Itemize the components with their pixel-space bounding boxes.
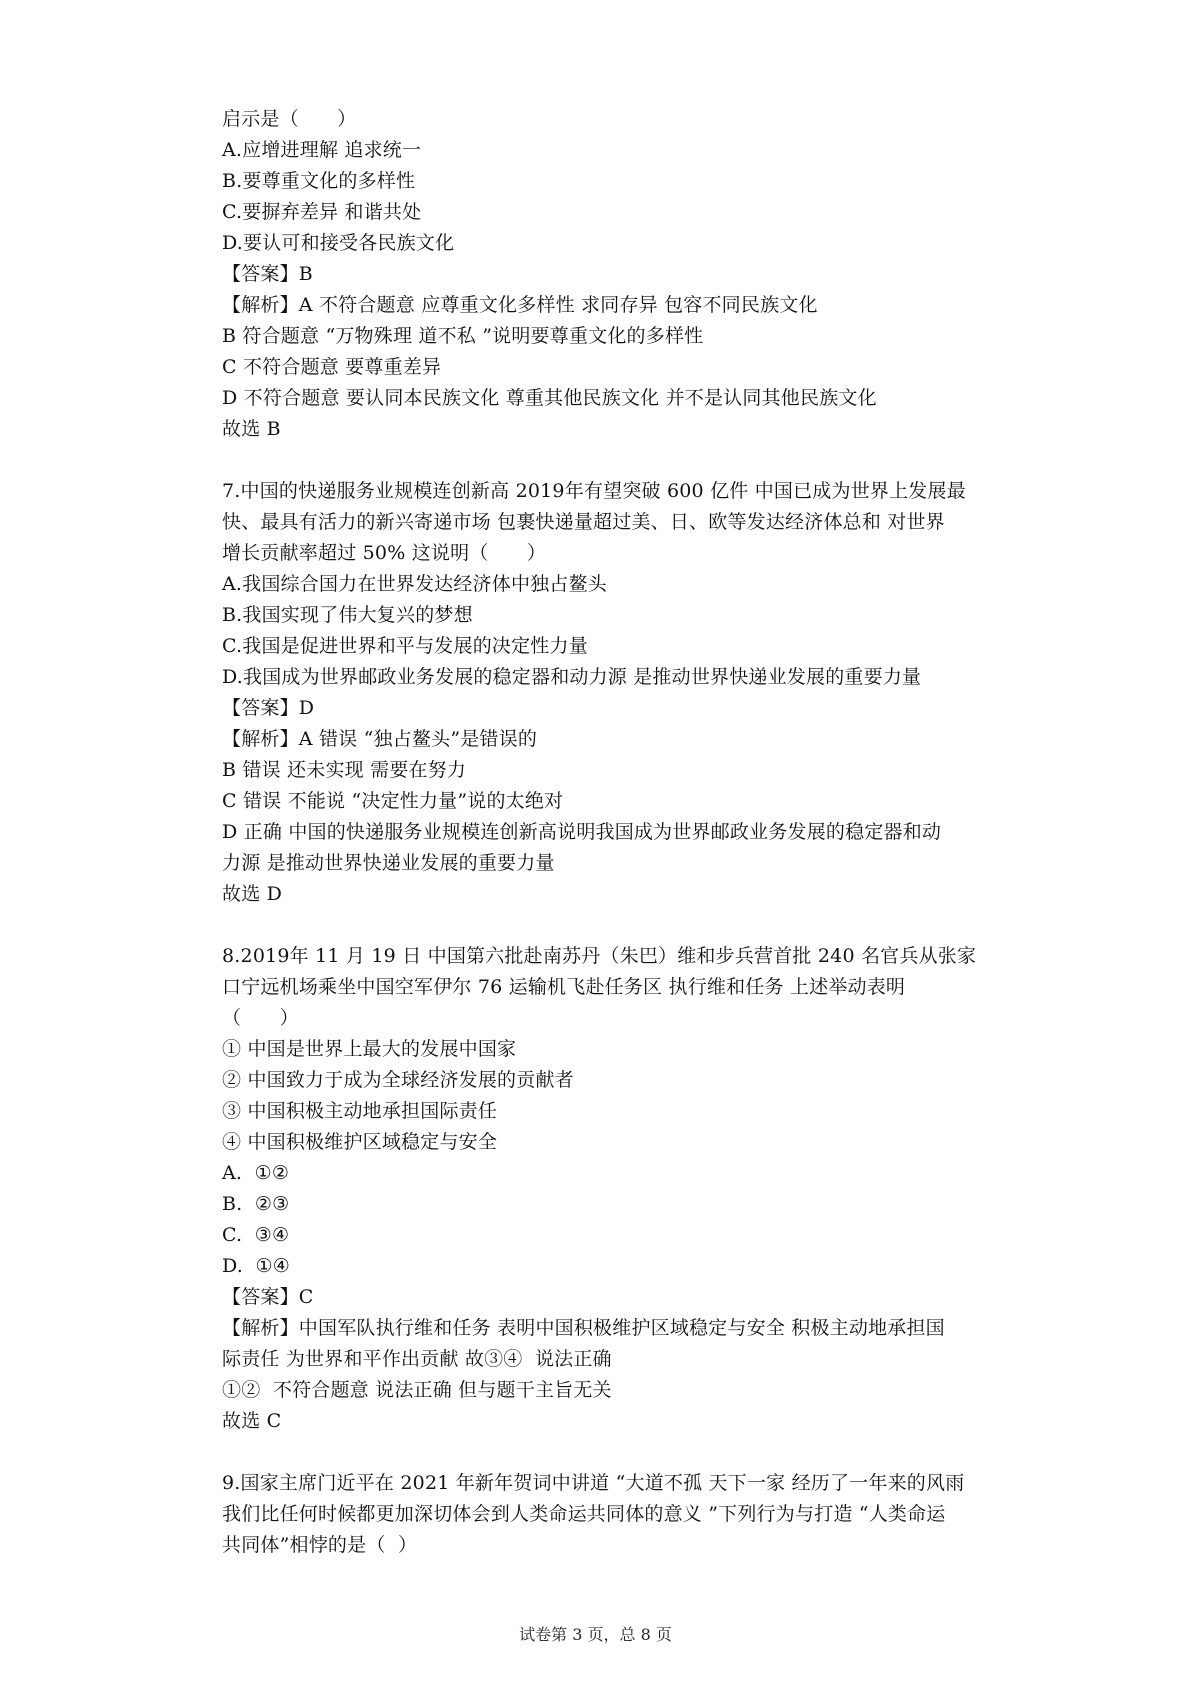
analysis-line: 【解析】中国军队执行维和任务 表明中国积极维护区域稳定与安全 积极主动地承担国 xyxy=(222,1317,945,1339)
option-b: B. ②③ xyxy=(222,1193,290,1215)
statement-4: ④ 中国积极维护区域稳定与安全 xyxy=(222,1131,498,1153)
conclusion-line: 故选 C xyxy=(222,1410,282,1432)
analysis-line: B 符合题意 “万物殊理 道不私 ”说明要尊重文化的多样性 xyxy=(222,325,704,347)
option-d: D.要认可和接受各民族文化 xyxy=(222,232,455,254)
question-stem-line: 增长贡献率超过 50% 这说明（ ） xyxy=(222,542,547,564)
analysis-line: C 不符合题意 要尊重差异 xyxy=(222,356,442,378)
question-stem-line: 9.国家主席门近平在 2021 年新年贺词中讲道 “大道不孤 天下一家 经历了一年来的风雨 xyxy=(222,1472,965,1494)
question-stem-line: 口宁远机场乘坐中国空军伊尔 76 运输机飞赴任务区 执行维和任务 上述举动表明 xyxy=(222,976,906,998)
answer-line: 【答案】D xyxy=(222,697,315,719)
analysis-line: D 不符合题意 要认同本民族文化 尊重其他民族文化 并不是认同其他民族文化 xyxy=(222,387,877,409)
analysis-line: D 正确 中国的快递服务业规模连创新高说明我国成为世界邮政业务发展的稳定器和动 xyxy=(222,821,942,843)
analysis-line: 【解析】A 错误 “独占鳌头”是错误的 xyxy=(222,728,538,750)
question-stem-line: 启示是（ ） xyxy=(222,108,357,130)
statement-3: ③ 中国积极主动地承担国际责任 xyxy=(222,1100,498,1122)
question-stem-line: 我们比任何时候都更加深切体会到人类命运共同体的意义 ”下列行为与打造 “人类命运 xyxy=(222,1503,946,1525)
question-stem-line: 共同体”相悖的是（ ） xyxy=(222,1534,418,1556)
question-stem-line: 快、最具有活力的新兴寄递市场 包裹快递量超过美、日、欧等发达经济体总和 对世界 xyxy=(222,511,945,533)
option-d: D. ①④ xyxy=(222,1255,290,1277)
conclusion-line: 故选 D xyxy=(222,883,283,905)
page-footer: 试卷第 3 页，总 8 页 xyxy=(519,1625,672,1644)
question-gap xyxy=(222,1437,1022,1468)
statement-2: ② 中国致力于成为全球经济发展的贡献者 xyxy=(222,1069,574,1091)
question-stem-line: 8.2019年 11 月 19 日 中国第六批赴南苏丹（朱巴）维和步兵营首批 240 名官兵从张家 xyxy=(222,945,977,967)
page-content xyxy=(222,104,1022,1561)
question-stem-line: 7.中国的快递服务业规模连创新高 2019年有望突破 600 亿件 中国已成为世界上发展最 xyxy=(222,480,966,502)
analysis-line: 力源 是推动世界快递业发展的重要力量 xyxy=(222,852,555,874)
question-6 xyxy=(222,104,1022,445)
answer-line: 【答案】C xyxy=(222,1286,314,1308)
question-7 xyxy=(222,476,1022,910)
analysis-line: 【解析】A 不符合题意 应尊重文化多样性 求同存异 包容不同民族文化 xyxy=(222,294,818,316)
analysis-line: B 错误 还未实现 需要在努力 xyxy=(222,759,467,781)
question-9 xyxy=(222,1468,1022,1561)
question-gap xyxy=(222,910,1022,941)
conclusion-line: 故选 B xyxy=(222,418,281,440)
analysis-line: ①② 不符合题意 说法正确 但与题干主旨无关 xyxy=(222,1379,612,1401)
option-a: A.我国综合国力在世界发达经济体中独占鳌头 xyxy=(222,573,607,595)
question-stem-line: （ ） xyxy=(222,1007,299,1029)
option-d: D.我国成为世界邮政业务发展的稳定器和动力源 是推动世界快递业发展的重要力量 xyxy=(222,666,922,688)
option-c: C. ③④ xyxy=(222,1224,290,1246)
option-a: A. ①② xyxy=(222,1162,290,1184)
analysis-line: C 错误 不能说 “决定性力量”说的太绝对 xyxy=(222,790,564,812)
option-b: B.我国实现了伟大复兴的梦想 xyxy=(222,604,473,626)
option-c: C.我国是促进世界和平与发展的决定性力量 xyxy=(222,635,588,657)
analysis-line: 际责任 为世界和平作出贡献 故③④ 说法正确 xyxy=(222,1348,612,1370)
answer-line: 【答案】B xyxy=(222,263,313,285)
option-b: B.要尊重文化的多样性 xyxy=(222,170,416,192)
option-a: A.应增进理解 追求统一 xyxy=(222,139,422,161)
question-gap xyxy=(222,445,1022,476)
option-c: C.要摒弃差异 和谐共处 xyxy=(222,201,422,223)
statement-1: ① 中国是世界上最大的发展中国家 xyxy=(222,1038,517,1060)
question-8 xyxy=(222,941,1022,1437)
